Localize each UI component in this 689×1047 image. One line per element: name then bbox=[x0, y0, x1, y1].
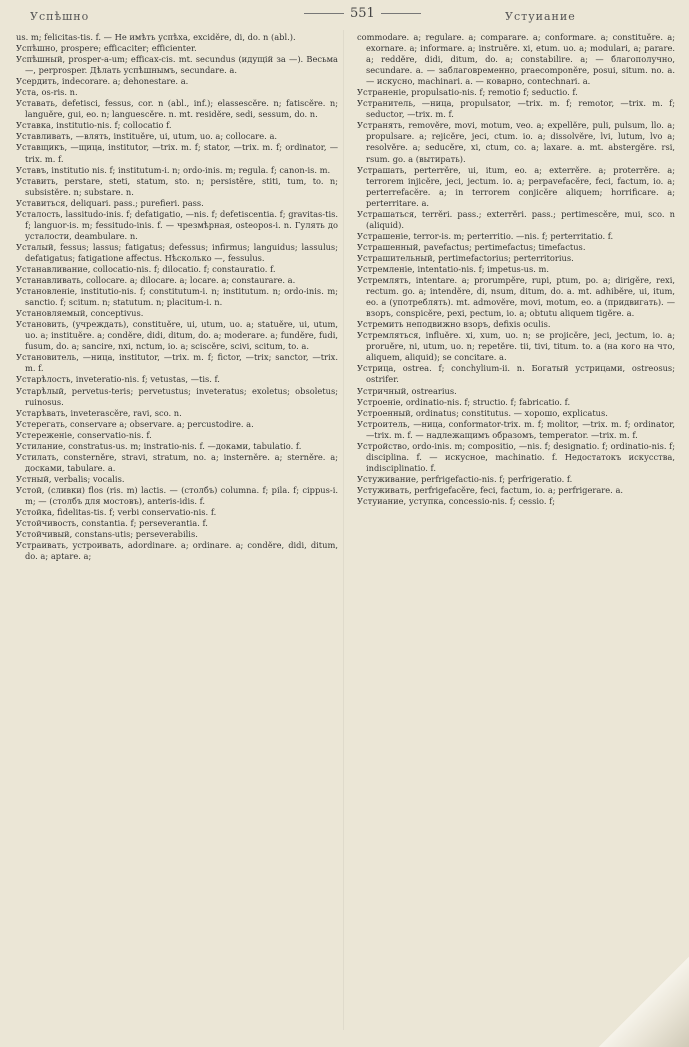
dictionary-entry: Устарѣлый, pervetus-teris; pervetustus; inveteratus; exoletus; obsoletus; ruinosus. bbox=[16, 385, 338, 407]
dictionary-entry: Устанавливание, collocatio-nis. f; dilocatio. f; constauratio. f. bbox=[16, 263, 276, 274]
dictionary-entry: Устричный, ostrearius. bbox=[357, 385, 457, 396]
dictionary-entry: Устрашеніе, terror-is. m; perterritio. —nis. f; perterritatio. f. bbox=[357, 230, 614, 241]
dictionary-entry: Устраивать, устроивать, adordinare. a; ordinare. a; condĕre, didi, ditum, do. a; aptare. a; bbox=[16, 540, 338, 562]
dictionary-entry: Устуиание, уступка, concessio-nis. f; cessio. f; bbox=[357, 495, 556, 506]
dictionary-entry: us. m; felicitas-tis. f. — Не имѣть успѣха, excidĕre, di, do. n (abl.). bbox=[16, 32, 296, 42]
dictionary-entry: Устрашительный, pertimefactorius; perterritorius. bbox=[357, 252, 574, 263]
header-right-catchword: Устуиание bbox=[505, 10, 576, 23]
page-number: 551 bbox=[298, 6, 427, 21]
dictionary-entry: Устойка, fidelitas-tis. f; verbi conservatio-nis. f. bbox=[16, 507, 217, 518]
dictionary-entry: Установитель, —ница, institutor, —trix. m. f; fictor, —trix; sanctor, —trix. m. f. bbox=[16, 352, 338, 374]
dictionary-entry: Устный, verbalis; vocalis. bbox=[16, 473, 125, 484]
dictionary-entry: Установляемый, conceptivus. bbox=[16, 308, 144, 319]
dictionary-entry: Устрица, ostrea. f; conchylium-ii. n. Богатый устрицами, ostreosus; ostrifer. bbox=[357, 363, 675, 385]
header-left-catchword: Успѣшно bbox=[30, 10, 90, 23]
dictionary-entry: Устрашать, perterrĕre, ui, itum, eo. a; exterrĕre. a; proterrĕre. a; terrorem injicĕre, jeci, jectum. io. a; perpavefacĕre, feci, factum, io. a; perterrefacĕre. a; in terrorem conjicĕre aliquem; horrificare. a; perterritare. a. bbox=[357, 164, 675, 208]
dictionary-entry: Устроенный, ordinatus; constitutus. — хорошо, explicatus. bbox=[357, 407, 608, 418]
dictionary-entry: Усталый, fessus; lassus; fatigatus; defessus; infirmus; languidus; lassulus; defatigatus; fatigatione affectus. Нѣсколько —, fessulus. bbox=[16, 241, 338, 263]
dictionary-entry: Устраненіе, propulsatio-nis. f; remotio f; seductio. f. bbox=[357, 87, 578, 98]
column-gutter bbox=[343, 30, 344, 1030]
dictionary-entry: Устойчивость, constantia. f; perseverantia. f. bbox=[16, 518, 208, 529]
dictionary-entry: Устуживание, perfrigefactio-nis. f; perfrigeratio. f. bbox=[357, 473, 573, 484]
right-column bbox=[357, 32, 675, 507]
dictionary-entry: Устрашаться, terrĕri. pass.; exterrĕri. pass.; pertimescĕre, mui, sco. n (aliquid). bbox=[357, 208, 675, 230]
dictionary-entry: Усердить, indecorare. a; dehonestare. a. bbox=[16, 76, 189, 87]
dictionary-entry: Устремленіе, intentatio-nis. f; impetus-us. m. bbox=[357, 263, 550, 274]
dictionary-entry: Устройство, ordo-inis. m; compositio, —nis. f; designatio. f; ordinatio-nis. f; disciplina. f. — искусное, machinatio. f. Недостатокъ искусства, indisciplinatio. f. bbox=[357, 440, 675, 473]
dictionary-entry: Уставливать, —влять, instituĕre, ui, utum, uo. a; collocare. a. bbox=[16, 131, 278, 142]
dictionary-entry: Устарѣлость, inveteratio-nis. f; vetustas, —tis. f. bbox=[16, 374, 220, 385]
dictionary-entry: Устилание, constratus-us. m; instratio-nis. f. —доками, tabulatio. f. bbox=[16, 440, 302, 451]
dictionary-entry: Уставить, perstare, steti, statum, sto. n; persistĕre, stiti, tum, to. n; subsistĕre. n; substare. n. bbox=[16, 175, 338, 197]
dictionary-entry: Устремить неподвижно взоръ, defixis oculis. bbox=[357, 319, 551, 330]
dictionary-entry: Уставиться, deliquari. pass.; purefieri. pass. bbox=[16, 197, 204, 208]
dictionary-entry: Устереженіе, conservatio-nis. f. bbox=[16, 429, 152, 440]
dictionary-entry: Уставка, institutio-nis. f; collocatio f. bbox=[16, 120, 172, 131]
dictionary-entry: Успѣшно, prospere; efficaciter; efficienter. bbox=[16, 43, 197, 54]
dictionary-entry: Устуживать, perfrigefacĕre, feci, factum, io. a; perfrigerare. a. bbox=[357, 484, 624, 495]
dictionary-entry: Устой, (сливки) flos (ris. m) lactis. — (столбъ) columna. f; pila. f; cippus-i. m; — (столбъ для мостовъ), anteris-idis. f. bbox=[16, 484, 338, 506]
left-column bbox=[16, 32, 338, 562]
dictionary-entry: Устремлять, intentare. a; prorumpĕre, rupi, ptum, po. a; dirigĕre, rexi, rectum. go. a; intendĕre, di, nsum, ditum, do. a. mt. adhibĕre, ui, itum, eo. a (употреблять). mt. admovĕre, movi, motum, eo. a (придвигать). — взоръ, conspicĕre, pexi, pectum, io. a; obtutu aliquem tigĕre. a. bbox=[357, 275, 675, 319]
dictionary-entry: Успѣшный, prosper-a-um; efficax-cis. mt. secundus (идущій за —). Весьма —, perprosper. Дѣлать успѣшнымъ, secundare. a. bbox=[16, 54, 338, 76]
dictionary-entry: Устерегать, conservare a; observare. a; percustodire. a. bbox=[16, 418, 254, 429]
dictionary-entry: Уставщикъ, —щица, institutor, —trix. m. f; stator, —trix. m. f; ordinator, —trix. m. f. bbox=[16, 142, 338, 164]
dictionary-entry: Устремляться, influĕre. xi, xum, uo. n; se projicĕre, jeci, jectum, io. a; proruĕre, ni, utum, uo. n; repetĕre. tii, tivi, titum. to. a (на кого на что, aliquem, aliquid); se concitare. a. bbox=[357, 330, 675, 363]
dictionary-entry: Устойчивый, constans-utis; perseverabilis. bbox=[16, 529, 198, 540]
dictionary-entry: Устранитель, —ница, propulsator, —trix. m. f; remotor, —trix. m. f; seductor, —trix. m. f. bbox=[357, 98, 675, 120]
dictionary-entry: Устроитель, —ница, conformator-trix. m. f; molitor, —trix. m. f; ordinator, —trix. m. f. — надлежащимъ образомъ, temperator. —trix. m. f. bbox=[357, 418, 675, 440]
dictionary-entry: Устарѣвать, inveterascĕre, ravi, sco. n. bbox=[16, 407, 182, 418]
dictionary-entry: Установленіе, institutio-nis. f; constitutum-i. n; institutum. n; ordo-inis. m; sanctio. f; scitum. n; statutum. n; placitum-i. n. bbox=[16, 286, 338, 308]
page-header bbox=[0, 6, 689, 28]
dictionary-entry: Уста, os-ris. n. bbox=[16, 87, 78, 98]
dictionary-entry: Уставать, defetisci, fessus, cor. n (abl., inf.); elassescĕre. n; fatiscĕre. n; languĕre, gui, eo. n; languescĕre. n. mt. residĕre, sedi, sessum, do. n. bbox=[16, 98, 338, 120]
dictionary-entry: commodare. a; regulare. a; comparare. a; conformare. a; constituĕre. a; exornare. a; informare. a; instruĕre. xi, etum. uo. a; modulari, a; parare. a; reddĕre, didi, ditum, do. a; constabilire. a; — благополучно, secundare. a. — заблаговременно, praecomponĕre, posui, situm. no. a. — искусно, machinari. a. — коварно, contechnari. a. bbox=[357, 32, 675, 87]
dictionary-entry: Усталость, lassitudo-inis. f; defatigatio, —nis. f; defetiscentia. f; gravitas-tis. f; languor-is. m; fessitudo-inis. f. — чрезмѣрная, osteopos-i. n. Гулять до усталости, deambulare. n. bbox=[16, 208, 338, 241]
dictionary-entry: Устанавливать, collocare. a; dilocare. a; locare. a; constaurare. a. bbox=[16, 275, 296, 286]
dictionary-entry: Уставъ, institutio nis. f; institutum-i. n; ordo-inis. m; regula. f; canon-is. m. bbox=[16, 164, 331, 175]
dictionary-entry: Устилать, consternĕre, stravi, stratum, no. a; insternĕre. a; sternĕre. a; досками, tabulare. a. bbox=[16, 451, 338, 473]
dictionary-entry: Устроеніе, ordinatio-nis. f; structio. f; fabricatio. f. bbox=[357, 396, 571, 407]
dictionary-entry: Устрашенный, pavefactus; pertimefactus; timefactus. bbox=[357, 241, 586, 252]
dictionary-entry: Устранять, removĕre, movi, motum, veo. a; expellĕre, puli, pulsum, llo. a; propulsare. a; rejicĕre, jeci, ctum. io. a; dissolvĕre, lvi, lutum, lvo a; resolvĕre. a; seducĕre, xi, ctum, co. a; laxare. a. mt. abstergĕre. rsi, rsum. go. a (вытирать). bbox=[357, 120, 675, 164]
dictionary-entry: Установить, (учреждать), constituĕre, ui, utum, uo. a; statuĕre, ui, utum, uo. a; instituĕre. a; condĕre, didi, ditum, do. a; moderare. a; fundĕre, fudi, fusum, do. a; sancire, nxi, nctum, io. a; sciscĕre, scivi, scitum, to. a. bbox=[16, 319, 338, 352]
page-curl bbox=[599, 957, 689, 1047]
